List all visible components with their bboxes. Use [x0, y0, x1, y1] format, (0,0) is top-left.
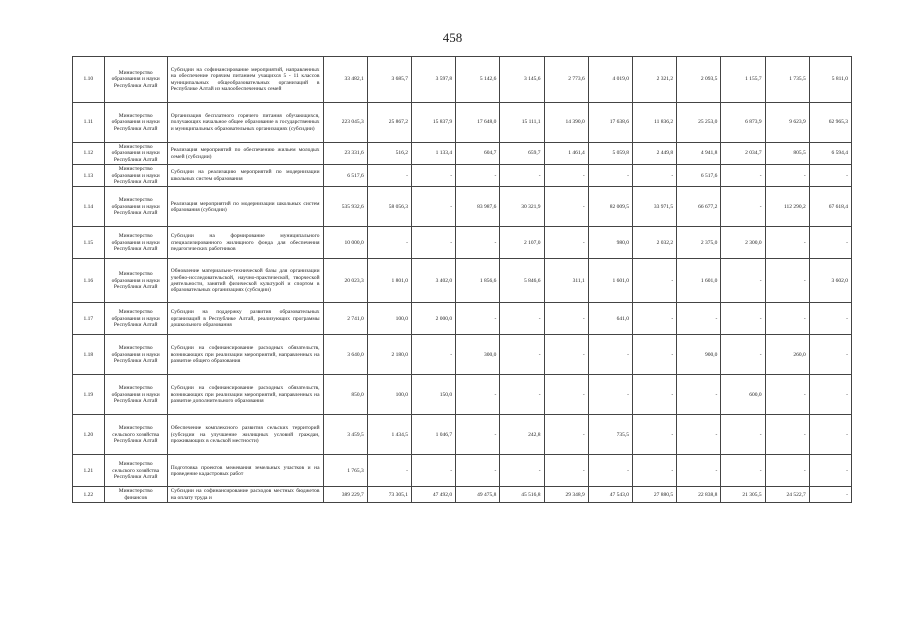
executor-cell: Министерство сельского хозяйства Республики Алтай [104, 415, 167, 455]
amount-cell: 73 305,1 [367, 487, 411, 503]
amount-cell: 33 971,5 [632, 187, 676, 227]
amount-cell: - [588, 375, 632, 415]
amount-cell: - [544, 455, 588, 487]
amount-cell: 3 602,0 [809, 259, 851, 303]
amount-cell: 58 056,3 [367, 187, 411, 227]
amount-cell: - [677, 375, 721, 415]
amount-cell: 2 375,0 [677, 227, 721, 259]
amount-cell: 850,0 [323, 375, 367, 415]
amount-cell: 242,8 [500, 415, 544, 455]
executor-cell: Министерство образования и науки Республики Алтай [104, 57, 167, 103]
amount-cell: 311,1 [544, 259, 588, 303]
amount-cell: 600,0 [721, 375, 765, 415]
amount-cell: 2 773,6 [544, 57, 588, 103]
table-row [73, 259, 852, 303]
table-row [73, 103, 852, 143]
amount-cell: - [809, 455, 851, 487]
amount-cell: 1 735,5 [765, 57, 809, 103]
executor-cell: Министерство образования и науки Республики Алтай [104, 259, 167, 303]
amount-cell: 2 034,7 [721, 143, 765, 165]
description-cell: Реализация мероприятий по обеспечению жильем молодых семей (субсидии) [167, 143, 323, 165]
amount-cell: - [544, 303, 588, 335]
description-cell: Субсидии на софинансирование расходных обязательств, возникающих при реализации мероприятий, направленных на развитие дополнительного образования [167, 375, 323, 415]
amount-cell: 2 741,0 [323, 303, 367, 335]
executor-cell: Министерство сельского хозяйства Республики Алтай [104, 455, 167, 487]
amount-cell: 15 837,9 [411, 103, 455, 143]
description-cell: Субсидии на реализацию мероприятий по модернизации школьных систем образования [167, 165, 323, 187]
amount-cell: - [677, 415, 721, 455]
amount-cell: 4 941,8 [677, 143, 721, 165]
amount-cell: - [632, 335, 676, 375]
description-cell: Субсидии на софинансирование расходных обязательств, возникающих при реализации мероприятий, направленных на развитие общего образования [167, 335, 323, 375]
amount-cell: - [765, 165, 809, 187]
amount-cell: - [721, 259, 765, 303]
amount-cell: - [809, 303, 851, 335]
amount-cell: - [456, 415, 500, 455]
amount-cell: 2 107,0 [500, 227, 544, 259]
description-cell: Субсидии на софинансирование расходов местных бюджетов на оплату труда и [167, 487, 323, 503]
amount-cell: - [765, 455, 809, 487]
table-row [73, 227, 852, 259]
amount-cell: 47 492,0 [411, 487, 455, 503]
amount-cell: - [632, 259, 676, 303]
executor-cell: Министерство образования и науки Республики Алтай [104, 103, 167, 143]
amount-cell: 22 838,8 [677, 487, 721, 503]
amount-cell: 535 932,6 [323, 187, 367, 227]
executor-cell: Министерство образования и науки Республики Алтай [104, 165, 167, 187]
amount-cell: 5 846,6 [500, 259, 544, 303]
description-cell: Подготовка проектов межевания земельных участков и на проведение кадастровых работ [167, 455, 323, 487]
amount-cell: 2 449,8 [632, 143, 676, 165]
table-row [73, 487, 852, 503]
amount-cell: 4 019,0 [588, 57, 632, 103]
row-number-cell: 1.13 [73, 165, 105, 187]
amount-cell: 66 677,2 [677, 187, 721, 227]
amount-cell: 735,5 [588, 415, 632, 455]
amount-cell: - [588, 335, 632, 375]
amount-cell: 20 023,3 [323, 259, 367, 303]
amount-cell: 300,0 [456, 335, 500, 375]
amount-cell: 10 000,0 [323, 227, 367, 259]
amount-cell: - [544, 335, 588, 375]
description-cell: Организация бесплатного горячего питания обучающихся, получающих начальное общее образование в государственных и муниципальных образовательных организациях (субсидии) [167, 103, 323, 143]
amount-cell: 641,0 [588, 303, 632, 335]
amount-cell: 49 475,8 [456, 487, 500, 503]
amount-cell: 1 765,3 [323, 455, 367, 487]
amount-cell: - [544, 187, 588, 227]
amount-cell: 33 482,1 [323, 57, 367, 103]
amount-cell: - [500, 165, 544, 187]
amount-cell: 1 801,0 [367, 259, 411, 303]
amount-cell: 5 811,0 [809, 57, 851, 103]
amount-cell: 47 543,0 [588, 487, 632, 503]
row-number-cell: 1.17 [73, 303, 105, 335]
executor-cell: Министерство образования и науки Республики Алтай [104, 187, 167, 227]
table-row [73, 165, 852, 187]
table-row [73, 455, 852, 487]
amount-cell: - [456, 227, 500, 259]
amount-cell: 25 253,0 [677, 103, 721, 143]
amount-cell: 1 601,0 [588, 259, 632, 303]
amount-cell: 3 597,8 [411, 57, 455, 103]
amount-cell: - [765, 375, 809, 415]
row-number-cell: 1.20 [73, 415, 105, 455]
executor-cell: Министерство образования и науки Республики Алтай [104, 227, 167, 259]
amount-cell: 6 517,6 [323, 165, 367, 187]
amount-cell: - [456, 375, 500, 415]
description-cell: Субсидии на формирование муниципального специализированного жилищного фонда для обеспечения педагогических работников [167, 227, 323, 259]
amount-cell: 260,0 [765, 335, 809, 375]
amount-cell: 27 880,5 [632, 487, 676, 503]
table-row [73, 335, 852, 375]
amount-cell: - [721, 335, 765, 375]
amount-cell: 659,7 [500, 143, 544, 165]
amount-cell: - [765, 303, 809, 335]
table-row [73, 303, 852, 335]
amount-cell: - [367, 227, 411, 259]
amount-cell: 980,0 [588, 227, 632, 259]
description-cell: Обновление материально-технической базы для организации учебно-исследовательской, научно-практической, творческой деятельности, занятий физической культурой и спортом в образовательных организациях (субсидии) [167, 259, 323, 303]
row-number-cell: 1.11 [73, 103, 105, 143]
amount-cell: 1 856,6 [456, 259, 500, 303]
amount-cell: 1 434,5 [367, 415, 411, 455]
amount-cell: 5 142,6 [456, 57, 500, 103]
amount-cell: - [411, 187, 455, 227]
amount-cell: - [632, 303, 676, 335]
table-row [73, 187, 852, 227]
amount-cell: - [632, 455, 676, 487]
amount-cell: - [411, 455, 455, 487]
amount-cell: 29 348,9 [544, 487, 588, 503]
amount-cell: 112 290,2 [765, 187, 809, 227]
amount-cell: - [809, 335, 851, 375]
amount-cell: 1 133,4 [411, 143, 455, 165]
amount-cell: 3 459,5 [323, 415, 367, 455]
amount-cell: 21 305,5 [721, 487, 765, 503]
amount-cell: - [677, 455, 721, 487]
amount-cell: 3 685,7 [367, 57, 411, 103]
amount-cell: - [632, 375, 676, 415]
amount-cell: - [500, 455, 544, 487]
amount-cell: 11 836,2 [632, 103, 676, 143]
amount-cell: - [500, 303, 544, 335]
amount-cell: - [632, 415, 676, 455]
amount-cell: 82 009,5 [588, 187, 632, 227]
amount-cell: - [632, 165, 676, 187]
executor-cell: Министерство образования и науки Республики Алтай [104, 303, 167, 335]
amount-cell: - [456, 303, 500, 335]
amount-cell: 2 093,5 [677, 57, 721, 103]
amount-cell: 2 321,2 [632, 57, 676, 103]
amount-cell: 23 331,6 [323, 143, 367, 165]
row-number-cell: 1.22 [73, 487, 105, 503]
amount-cell: 1 155,7 [721, 57, 765, 103]
row-number-cell: 1.14 [73, 187, 105, 227]
amount-cell: - [367, 165, 411, 187]
amount-cell: 2 000,0 [411, 303, 455, 335]
page-number: 458 [442, 30, 463, 45]
executor-cell: Министерство финансов [104, 487, 167, 503]
amount-cell: - [411, 165, 455, 187]
row-number-cell: 1.19 [73, 375, 105, 415]
amount-cell: 67 618,4 [809, 187, 851, 227]
amount-cell: - [721, 187, 765, 227]
amount-cell: 1 601,0 [677, 259, 721, 303]
amount-cell: 150,0 [411, 375, 455, 415]
amount-cell: 3 640,0 [323, 335, 367, 375]
amount-cell: 5 059,8 [588, 143, 632, 165]
row-number-cell: 1.16 [73, 259, 105, 303]
amount-cell: - [809, 415, 851, 455]
row-number-cell: 1.18 [73, 335, 105, 375]
description-cell: Реализация мероприятий по модернизации школьных систем образования (субсидии) [167, 187, 323, 227]
executor-cell: Министерство образования и науки Республики Алтай [104, 143, 167, 165]
amount-cell: - [544, 375, 588, 415]
amount-cell: 516,2 [367, 143, 411, 165]
amount-cell: 6 594,4 [809, 143, 851, 165]
row-number-cell: 1.10 [73, 57, 105, 103]
executor-cell: Министерство образования и науки Республики Алтай [104, 375, 167, 415]
row-number-cell: 1.15 [73, 227, 105, 259]
amount-cell: - [544, 227, 588, 259]
amount-cell: - [809, 375, 851, 415]
amount-cell: 2 180,0 [367, 335, 411, 375]
amount-cell: 17 638,6 [588, 103, 632, 143]
amount-cell: - [544, 165, 588, 187]
amount-cell: - [677, 303, 721, 335]
amount-cell: - [721, 303, 765, 335]
description-cell: Обеспечение комплексного развития сельских территорий (субсидии на улучшение жилищных условий граждан, проживающих в сельской местности) [167, 415, 323, 455]
amount-cell: - [544, 415, 588, 455]
amount-cell: 100,0 [367, 303, 411, 335]
table-row [73, 143, 852, 165]
amount-cell: - [809, 165, 851, 187]
amount-cell: 14 390,0 [544, 103, 588, 143]
amount-cell: - [721, 455, 765, 487]
row-number-cell: 1.12 [73, 143, 105, 165]
amount-cell: 805,5 [765, 143, 809, 165]
amount-cell: - [765, 227, 809, 259]
amount-cell: - [721, 165, 765, 187]
amount-cell: 2 032,2 [632, 227, 676, 259]
table-row [73, 375, 852, 415]
table-row [73, 415, 852, 455]
amount-cell: 9 623,9 [765, 103, 809, 143]
amount-cell: - [721, 415, 765, 455]
executor-cell: Министерство образования и науки Республики Алтай [104, 335, 167, 375]
description-cell: Субсидии на софинансирование мероприятий, направленных на обеспечение горячим питанием учащихся 5 - 11 классов муниципальных общеобразовательных организаций в Республике Алтай из малообеспеченных семей [167, 57, 323, 103]
amount-cell: - [809, 487, 851, 503]
amount-cell: - [500, 335, 544, 375]
row-number-cell: 1.21 [73, 455, 105, 487]
amount-cell: 1 046,7 [411, 415, 455, 455]
amount-cell: - [809, 227, 851, 259]
amount-cell: 900,0 [677, 335, 721, 375]
amount-cell: 223 045,3 [323, 103, 367, 143]
amount-cell: 2 300,0 [721, 227, 765, 259]
amount-cell: 25 867,2 [367, 103, 411, 143]
amount-cell: - [500, 375, 544, 415]
amount-cell: 6 517,6 [677, 165, 721, 187]
amount-cell: 6 873,9 [721, 103, 765, 143]
amount-cell: 62 965,3 [809, 103, 851, 143]
amount-cell: 45 516,8 [500, 487, 544, 503]
budget-table [72, 56, 852, 503]
amount-cell: - [456, 165, 500, 187]
amount-cell: 24 522,7 [765, 487, 809, 503]
amount-cell: - [588, 455, 632, 487]
amount-cell: 15 111,1 [500, 103, 544, 143]
description-cell: Субсидии на поддержку развития образовательных организаций в Республике Алтай, реализующих программы дошкольного образования [167, 303, 323, 335]
amount-cell: - [411, 227, 455, 259]
amount-cell: 389 229,7 [323, 487, 367, 503]
amount-cell: 3 145,6 [500, 57, 544, 103]
amount-cell: 604,7 [456, 143, 500, 165]
amount-cell: - [411, 335, 455, 375]
amount-cell: 1 461,4 [544, 143, 588, 165]
amount-cell: 17 648,0 [456, 103, 500, 143]
table-row [73, 57, 852, 103]
amount-cell: 100,0 [367, 375, 411, 415]
amount-cell: 30 321,9 [500, 187, 544, 227]
amount-cell: - [588, 165, 632, 187]
amount-cell: - [456, 455, 500, 487]
amount-cell: 83 987,6 [456, 187, 500, 227]
amount-cell: - [765, 259, 809, 303]
amount-cell: 3 402,0 [411, 259, 455, 303]
amount-cell: - [765, 415, 809, 455]
amount-cell: - [367, 455, 411, 487]
